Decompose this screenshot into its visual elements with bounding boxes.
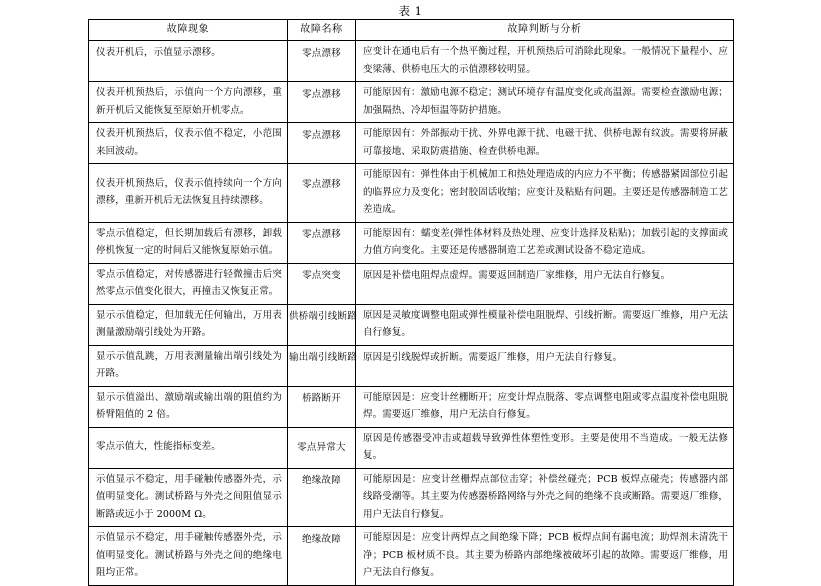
cell-fault-name: [288, 41, 356, 82]
fault-diagnosis-table: [88, 19, 734, 586]
cell-fault-name-text: 零点突变: [302, 270, 341, 281]
cell-analysis-text: 可能原因是：应变计丝栅焊点部位击穿；补偿丝碰壳；PCB 板焊点碰壳；传感器内部线路受潮等。其主要为传感器桥路网络与外壳之间的绝缘不良或断路。需要返厂维修，用户无法自行修复。: [363, 473, 728, 520]
cell-phenomenon: [89, 345, 288, 386]
cell-fault-name-text: 零点漂移: [302, 129, 341, 141]
cell-fault-name: [288, 304, 356, 345]
cell-analysis: [356, 386, 734, 427]
cell-phenomenon-text: 显示示值溢出、激励端或输出端的阻值约为桥臂阻值的 2 倍。: [96, 391, 282, 420]
cell-fault-name-text: 桥路断开: [302, 393, 341, 404]
cell-phenomenon-text: 显示示值乱跳，万用表测量输出端引线处为开路。: [96, 350, 282, 379]
cell-analysis: [356, 527, 734, 586]
cell-phenomenon: [89, 386, 288, 427]
table-row: [89, 41, 734, 82]
cell-analysis: [356, 164, 734, 223]
cell-phenomenon-text: 仪表开机后，示值显示漂移。: [96, 47, 221, 58]
cell-analysis-text: 可能原因是：应变计丝栅断开；应变计焊点脱落、零点调整电阻或零点温度补偿电阻脱焊。需要返厂维修，用户无法自行修复。: [363, 391, 728, 420]
column-header-analysis-label: 故障判断与分析: [507, 24, 582, 36]
cell-fault-name: [288, 82, 356, 123]
cell-analysis-text: 可能原因是：应变计两焊点之间绝缘下降；PCB 板焊点间有漏电流；助焊剂未清洗干净；PCB 板材质不良。其主要为桥路内部绝缘被破坏引起的故障。需要返厂维修，用户无法自行修复。: [363, 532, 728, 578]
table-row: [89, 527, 734, 586]
cell-phenomenon: [89, 304, 288, 345]
cell-fault-name: [288, 222, 356, 263]
cell-fault-name-text: 供桥端引线断路: [289, 311, 357, 322]
cell-fault-name: [288, 123, 356, 164]
cell-phenomenon: [89, 123, 288, 164]
cell-fault-name: [288, 164, 356, 223]
cell-analysis-text: 可能原因有：弹性体由于机械加工和热处理造成的内应力不平衡；传感器紧固部位引起的临界应力及变化；密封胶固话收缩；应变计及粘贴有问题。主要还是传感器制造工艺差造成。: [363, 169, 728, 215]
table-row: [89, 222, 734, 263]
cell-phenomenon-text: 零点示值稳定，对传感器进行轻微撞击后突然零点示值变化很大，再撞击又恢复正常。: [96, 268, 282, 297]
cell-phenomenon-text: 仪表开机预热后，示值向一个方向漂移，重新开机后又能恢复至原始开机零点。: [96, 87, 282, 116]
cell-analysis: [356, 222, 734, 263]
cell-analysis: [356, 468, 734, 527]
fault-table-container: [88, 19, 733, 586]
cell-fault-name-text: 绝缘故障: [302, 475, 341, 487]
cell-phenomenon-text: 仪表开机预热后，仪表示值不稳定，小范围来回波动。: [96, 128, 282, 157]
cell-fault-name: [288, 427, 356, 468]
cell-phenomenon: [89, 164, 288, 223]
table-body: [89, 41, 734, 586]
cell-analysis-text: 应变计在通电后有一个热平衡过程，开机预热后可消除此现象。一般情况下量程小、应变梁薄、供桥电压大的示值漂移较明显。: [363, 46, 728, 75]
table-row: [89, 164, 734, 223]
cell-analysis: [356, 427, 734, 468]
table-row: [89, 468, 734, 527]
cell-analysis: [356, 345, 734, 386]
cell-fault-name: [288, 263, 356, 304]
table-row: [89, 427, 734, 468]
table-row: [89, 82, 734, 123]
cell-analysis: [356, 41, 734, 82]
cell-analysis-text: 可能原因有：外部振动干扰、外界电源干扰、电磁干扰、供桥电源有纹波。需要将屏蔽可靠接地、采取防震措施、检查供桥电源。: [363, 128, 728, 157]
cell-fault-name-text: 零点漂移: [302, 47, 341, 59]
cell-analysis-text: 原因是灵敏度调整电阻或弹性模量补偿电阻脱焊、引线折断。需要返厂维修，用户无法自行修复。: [363, 309, 728, 338]
column-header-name: [288, 20, 356, 41]
column-header-name-label: 故障名称: [300, 24, 343, 36]
cell-phenomenon-text: 示值显示不稳定，用手碰触传感器外壳，示值明显变化。测试桥路与外壳之间阻值显示断路或远小于 2000M Ω。: [96, 473, 282, 520]
cell-phenomenon: [89, 427, 288, 468]
table-row: [89, 304, 734, 345]
column-header-phenomenon-label: 故障现象: [166, 24, 210, 36]
cell-fault-name-text: 零点异常大: [297, 441, 346, 453]
cell-fault-name: [288, 386, 356, 427]
cell-phenomenon-text: 零点示值稳定，但长期加载后有漂移，卸载停机恢复一定的时间后又能恢复原始示值。: [96, 227, 282, 256]
table-row: [89, 345, 734, 386]
cell-analysis-text: 可能原因有：激励电源不稳定；测试环境存有温度变化或高温源。需要检查激励电源；加强隔热、冷却恒温等防护措施。: [363, 87, 728, 116]
table-caption: 表 1: [398, 4, 423, 18]
cell-phenomenon-text: 显示示值稳定，但加载无任何输出，万用表测量激励端引线处为开路。: [96, 309, 282, 338]
cell-fault-name-text: 输出端引线断路: [289, 352, 357, 363]
cell-phenomenon-text: 零点示值大，性能指标变差。: [96, 441, 221, 453]
cell-phenomenon-text: 仪表开机预热后，仪表示值持续向一个方向漂移，重新开机后无法恢复且持续漂移。: [96, 177, 282, 207]
cell-phenomenon-text: 示值显示不稳定，用手碰触传感器外壳，示值明显变化。测试桥路与外壳之间的绝缘电阻均正常。: [96, 532, 282, 578]
cell-analysis: [356, 82, 734, 123]
cell-fault-name: [288, 345, 356, 386]
cell-analysis-text: 原因是引线脱焊或折断。需要返厂维修，用户无法自行修复。: [363, 351, 623, 363]
cell-analysis: [356, 123, 734, 164]
cell-fault-name-text: 零点漂移: [302, 229, 341, 240]
table-row: [89, 123, 734, 164]
cell-analysis-text: 原因是传感器受冲击或超载导致弹性体塑性变形。主要是使用不当造成。一般无法修复。: [363, 432, 728, 461]
cell-phenomenon: [89, 527, 288, 586]
cell-phenomenon: [89, 82, 288, 123]
table-header: [89, 20, 734, 41]
cell-fault-name: [288, 527, 356, 586]
cell-analysis: [356, 263, 734, 304]
cell-analysis-text: 原因是补偿电阻焊点虚焊。需要返回制造厂家维修，用户无法自行修复。: [363, 269, 671, 281]
cell-phenomenon: [89, 41, 288, 82]
cell-phenomenon: [89, 468, 288, 527]
table-row: [89, 263, 734, 304]
cell-analysis-text: 可能原因有：蠕变差(弹性体材料及热处理、应变计选择及粘贴)；加载引起的支撑面或力值方向变化。主要还是传感器制造工艺差或测试设备不稳定造成。: [363, 227, 728, 256]
column-header-analysis: [356, 20, 734, 41]
cell-analysis: [356, 304, 734, 345]
cell-fault-name: [288, 468, 356, 527]
table-row: [89, 386, 734, 427]
cell-fault-name-text: 零点漂移: [302, 88, 341, 100]
cell-phenomenon: [89, 263, 288, 304]
cell-fault-name-text: 零点漂移: [302, 179, 341, 191]
table-header-row: [89, 20, 734, 41]
cell-phenomenon: [89, 222, 288, 263]
cell-fault-name-text: 绝缘故障: [302, 533, 341, 545]
column-header-phenomenon: [89, 20, 288, 41]
